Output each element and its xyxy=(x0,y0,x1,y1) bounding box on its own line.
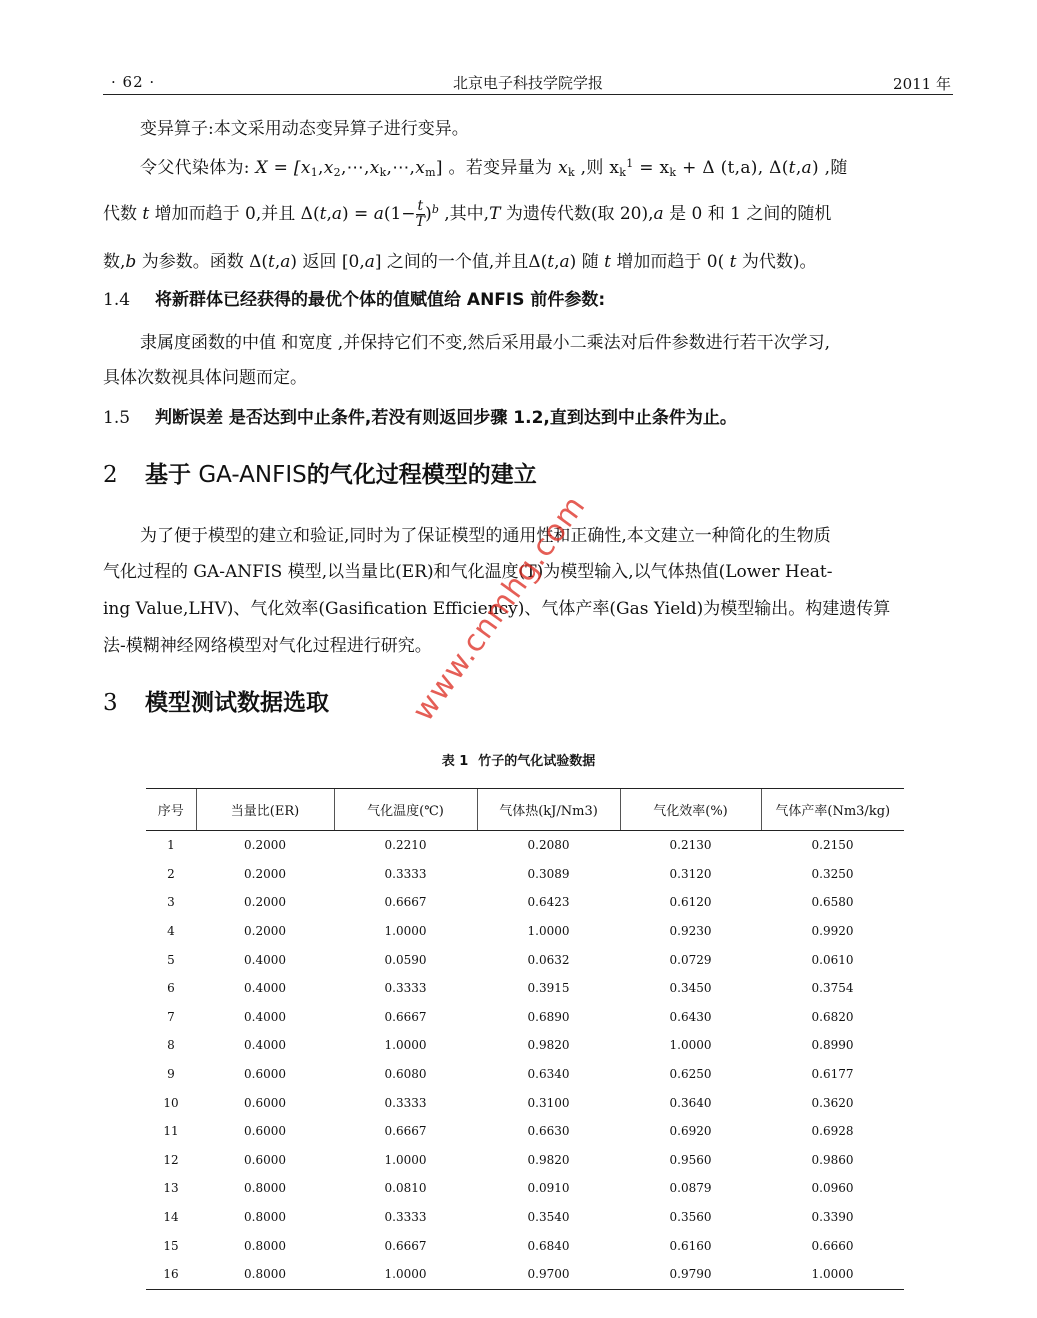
table-cell: 2 xyxy=(167,866,175,881)
table-cell: 12 xyxy=(163,1152,179,1167)
table-cell: 0.8990 xyxy=(811,1038,854,1053)
section-2-line-4: 法-模糊神经网络模型对气化过程进行研究。 xyxy=(103,636,432,656)
table-cell: 0.8000 xyxy=(244,1181,286,1196)
section-3-heading: 3 模型测试数据选取 xyxy=(103,690,329,716)
table-cell: 0.0910 xyxy=(527,1181,570,1196)
table-cell: 0.6840 xyxy=(527,1238,570,1253)
table-cell: 0.2000 xyxy=(244,895,286,910)
table-cell: 0.6423 xyxy=(527,895,570,910)
table-cell: 0.6580 xyxy=(811,895,854,910)
table-cell: 0.0879 xyxy=(669,1181,712,1196)
table-cell: 0.3640 xyxy=(669,1095,712,1110)
table-cell: 0.3089 xyxy=(527,866,570,881)
column-header: 气化温度(℃) xyxy=(334,789,477,831)
table-cell: 0.3100 xyxy=(527,1095,570,1110)
section-1-5-heading: 1.5 判断误差 是否达到中止条件,若没有则返回步骤 1.2,直到达到中止条件为止。 xyxy=(103,408,737,428)
table-cell: 14 xyxy=(163,1210,179,1225)
table-cell: 10 xyxy=(163,1095,179,1110)
table-cell: 0.3754 xyxy=(811,981,854,996)
table-cell: 0.9790 xyxy=(620,1260,761,1289)
table-row xyxy=(146,917,904,946)
table-cell: 0.0590 xyxy=(384,952,427,967)
issue-year: 2011 年 xyxy=(893,75,951,93)
table-row xyxy=(146,888,904,917)
table-cell: 0.6667 xyxy=(384,1238,427,1253)
table-row xyxy=(146,1060,904,1089)
table-cell: 0.9860 xyxy=(811,1152,854,1167)
section-1-4-heading: 1.4 将新群体已经获得的最优个体的值赋值给 ANFIS 前件参数: xyxy=(103,290,606,310)
table-cell: 8 xyxy=(167,1038,175,1053)
table-cell: 0.6177 xyxy=(811,1067,854,1082)
mutation-formula-line: 令父代染体为: $X = [x_1,x_2,\cdots,x_k,\cdots,x_m]$ 。若变异量为 $x_k$ ,则 $x_k^1 = x_k + \Delta$ (t,a), Δ(t,a) ,随 xyxy=(140,157,848,179)
table-row xyxy=(146,1231,904,1260)
table-cell: 0.2000 xyxy=(244,866,286,881)
table-cell: 0.3450 xyxy=(669,981,712,996)
table-cell: 0.3333 xyxy=(384,1210,427,1225)
table-header-row xyxy=(146,789,904,831)
table-cell: 1.0000 xyxy=(384,924,427,939)
table-cell: 11 xyxy=(163,1124,179,1139)
table-cell: 0.4000 xyxy=(244,952,286,967)
table-cell: 0.8000 xyxy=(196,1260,334,1289)
table-cell: 0.6000 xyxy=(244,1152,286,1167)
table-cell: 9 xyxy=(167,1067,175,1082)
watermark: www.cnmhg.com xyxy=(405,488,593,728)
table-row xyxy=(146,860,904,889)
mutation-intro: 变异算子:本文采用动态变异算子进行变异。 xyxy=(140,119,469,139)
table-cell: 0.6928 xyxy=(811,1124,854,1139)
table-cell: 0.0610 xyxy=(811,952,854,967)
table-caption-text: 竹子的气化试验数据 xyxy=(478,754,596,769)
table-cell: 0.3333 xyxy=(384,866,427,881)
table-cell: 0.2000 xyxy=(244,838,286,853)
table-cell: 0.9560 xyxy=(669,1152,712,1167)
table-cell: 7 xyxy=(167,1009,175,1024)
table-cell: 0.3540 xyxy=(527,1210,570,1225)
table-cell: 0.0810 xyxy=(384,1181,427,1196)
table-cell: 0.3915 xyxy=(527,981,570,996)
table-cell: 1.0000 xyxy=(334,1260,477,1289)
table-cell: 0.9920 xyxy=(811,924,854,939)
table-cell: 1.0000 xyxy=(669,1038,712,1053)
table-row xyxy=(146,1088,904,1117)
table-cell: 0.6000 xyxy=(244,1095,286,1110)
table-cell: 0.6890 xyxy=(527,1009,570,1024)
table-cell: 0.9230 xyxy=(669,924,712,939)
table-row xyxy=(146,831,904,860)
table-cell: 0.6667 xyxy=(384,895,427,910)
table-cell: 0.3120 xyxy=(669,866,712,881)
table-cell: 1 xyxy=(167,838,175,853)
section-1-4-body-1: 隶属度函数的中值 和宽度 ,并保持它们不变,然后采用最小二乘法对后件参数进行若干次学习, xyxy=(140,333,831,353)
table-cell: 0.6430 xyxy=(669,1009,712,1024)
table-row xyxy=(146,1174,904,1203)
table-row xyxy=(146,1203,904,1232)
table-cell: 0.6667 xyxy=(384,1124,427,1139)
table-cell: 0.9820 xyxy=(527,1038,570,1053)
table-cell: 0.4000 xyxy=(244,1009,286,1024)
table-cell: 0.6340 xyxy=(527,1067,570,1082)
table-cell: 4 xyxy=(167,924,175,939)
table-cell: 0.6820 xyxy=(811,1009,854,1024)
table-cell: 0.2130 xyxy=(669,838,712,853)
table-cell: 0.6160 xyxy=(669,1238,712,1253)
table-cell: 0.3333 xyxy=(384,1095,427,1110)
column-header: 序号 xyxy=(146,789,196,831)
table-cell: 0.6660 xyxy=(811,1238,854,1253)
running-header xyxy=(103,70,953,95)
gasification-data-table xyxy=(146,788,904,1290)
table-cell: 0.9820 xyxy=(527,1152,570,1167)
table-cell: 1.0000 xyxy=(527,924,570,939)
column-header: 气体产率(Nm3/kg) xyxy=(761,789,904,831)
table-row xyxy=(146,1003,904,1032)
table-cell: 0.3560 xyxy=(669,1210,712,1225)
table-cell: 0.6080 xyxy=(384,1067,427,1082)
section-2-line-1: 为了便于模型的建立和验证,同时为了保证模型的通用性和正确性,本文建立一种简化的生物质 xyxy=(140,526,831,546)
table-cell: 16 xyxy=(146,1260,196,1289)
table-cell: 0.0632 xyxy=(527,952,570,967)
table-cell: 0.6120 xyxy=(669,895,712,910)
table-cell: 0.2080 xyxy=(527,838,570,853)
section-2-line-2: 气化过程的 GA-ANFIS 模型,以当量比(ER)和气化温度(T)为模型输入,以气体热值(Lower Heat- xyxy=(103,562,833,582)
table-cell: 0.9700 xyxy=(477,1260,620,1289)
table-cell: 0.3250 xyxy=(811,866,854,881)
table-row xyxy=(146,1031,904,1060)
table-cell: 1.0000 xyxy=(761,1260,904,1289)
table-row xyxy=(146,1146,904,1175)
table-cell: 0.4000 xyxy=(244,1038,286,1053)
table-caption xyxy=(0,750,1037,769)
table-cell: 0.2150 xyxy=(811,838,854,853)
table-cell: 0.6000 xyxy=(244,1067,286,1082)
section-2-line-3: ing Value,LHV)、气化效率(Gasification Efficiency)、气体产率(Gas Yield)为模型输出。构建遗传算 xyxy=(103,599,891,619)
column-header: 气化效率(%) xyxy=(620,789,761,831)
journal-title: 北京电子科技学院学报 xyxy=(452,74,603,92)
column-header: 当量比(ER) xyxy=(196,789,334,831)
table-cell: 3 xyxy=(167,895,175,910)
table-row xyxy=(146,1260,904,1289)
table-cell: 0.0960 xyxy=(811,1181,854,1196)
table-row xyxy=(146,1117,904,1146)
table-cell: 1.0000 xyxy=(384,1152,427,1167)
table-cell: 0.8000 xyxy=(244,1238,286,1253)
table-cell: 1.0000 xyxy=(384,1038,427,1053)
table-cell: 0.3390 xyxy=(811,1210,854,1225)
table-cell: 0.4000 xyxy=(244,981,286,996)
column-header: 气体热(kJ/Nm3) xyxy=(477,789,620,831)
table-cell: 0.0729 xyxy=(669,952,712,967)
table-row xyxy=(146,974,904,1003)
table-label: 表 1 xyxy=(441,754,469,769)
table-cell: 13 xyxy=(163,1181,179,1196)
table-cell: 0.2000 xyxy=(244,924,286,939)
table-row xyxy=(146,945,904,974)
table-cell: 0.8000 xyxy=(244,1210,286,1225)
section-2-heading: 2 基于 GA-ANFIS的气化过程模型的建立 xyxy=(103,462,537,488)
table-cell: 5 xyxy=(167,952,175,967)
table-cell: 0.6250 xyxy=(669,1067,712,1082)
page-number: · 62 · xyxy=(111,73,156,91)
table-cell: 15 xyxy=(163,1238,179,1253)
table-cell: 0.6667 xyxy=(384,1009,427,1024)
table-cell: 0.6630 xyxy=(527,1124,570,1139)
table-cell: 0.6920 xyxy=(669,1124,712,1139)
table-cell: 6 xyxy=(167,981,175,996)
table-cell: 0.3333 xyxy=(384,981,427,996)
table-cell: 0.6000 xyxy=(244,1124,286,1139)
table-cell: 0.2210 xyxy=(384,838,427,853)
table-cell: 0.3620 xyxy=(811,1095,854,1110)
mutation-delta-line: 代数 t 增加而趋于 0,并且 Δ(t,a) = a(1− $\frac{t}{T}$ )$^b$ ,其中,T 为遗传代数(取 20),a 是 0 和 1 之间的随机 xyxy=(103,198,832,230)
section-1-4-body-2: 具体次数视具体问题而定。 xyxy=(103,368,307,388)
mutation-param-line: 数,b 为参数。函数 Δ(t,a) 返回 [0,a] 之间的一个值,并且Δ(t,a) 随 t 增加而趋于 0( t 为代数)。 xyxy=(103,252,817,272)
